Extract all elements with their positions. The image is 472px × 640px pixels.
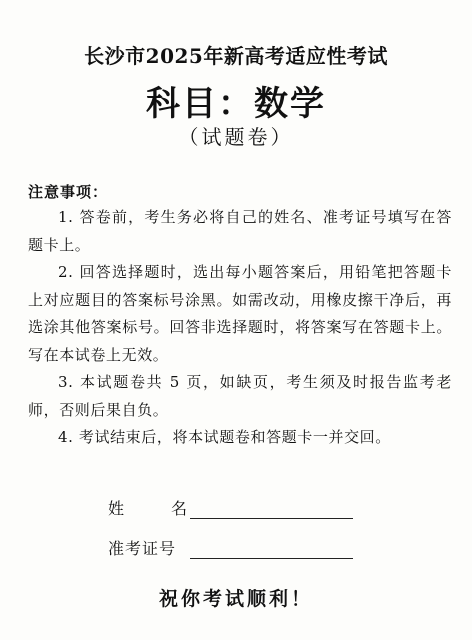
name-blank-line [190,500,353,519]
exam-title: 长沙市2025年新高考适应性考试 [84,44,388,68]
name-label-char-1: 姓 [108,499,126,518]
subject-title: 科目：数学 [146,84,326,124]
notice-item-4: 4. 考试结束后，将本试题卷和答题卡一并交回。 [58,428,391,446]
notice-item-1: 1. 答卷前，考生务必将自己的姓名、准考证号填写在答题卡上。 [28,208,452,254]
notice-heading: 注意事项： [28,183,109,201]
exam-id-label: 准考证号 [108,539,177,558]
name-label-char-2: 名 [170,499,188,518]
notice-list [28,204,452,452]
notice-item-2: 2. 回答选择题时，选出每小题答案后，用铅笔把答题卡上对应题目的答案标号涂黑。如需改动，用橡皮擦干净后，再选涂其他答案标号。回答非选择题时，将答案写在答题卡上。写在本试卷上无效。 [28,263,452,364]
good-luck-message: 祝你考试顺利！ [158,588,313,610]
exam-id-field [108,536,353,559]
name-field [108,496,353,519]
exam-id-blank-line [190,540,353,559]
notice-item-3: 3. 本试题卷共 5 页，如缺页，考生须及时报告监考老师，否则后果自负。 [28,373,452,419]
paper-type-label: （试题卷） [178,125,294,149]
name-label [108,496,188,519]
